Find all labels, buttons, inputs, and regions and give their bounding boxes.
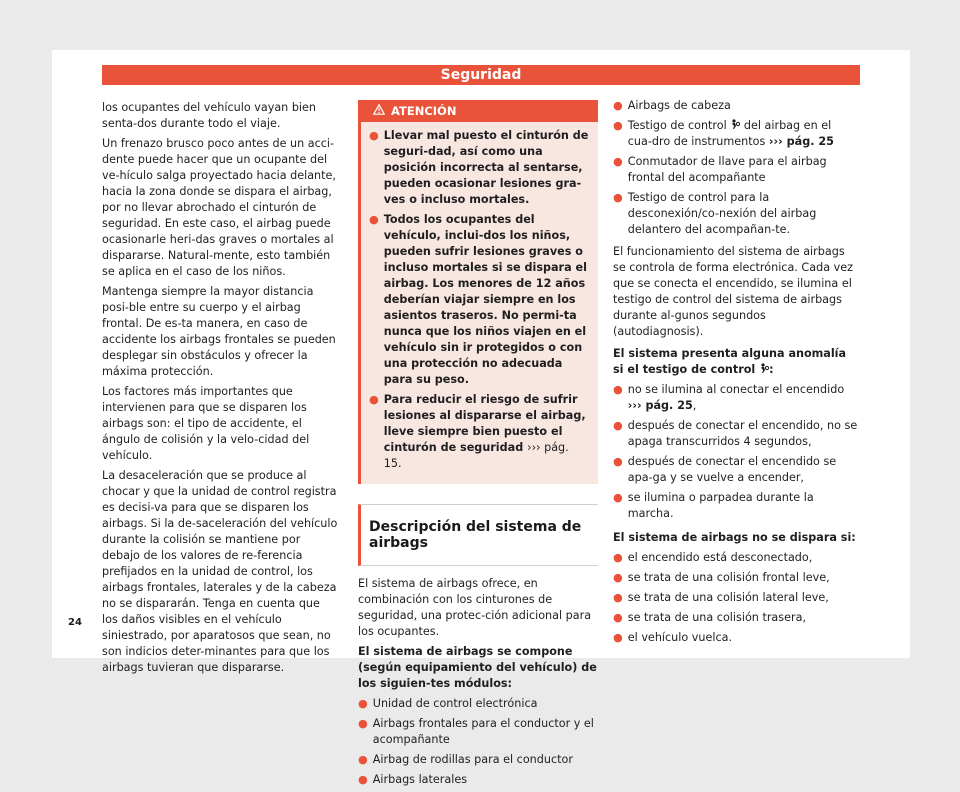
column-3 — [613, 98, 858, 650]
airbag-warning-icon — [759, 363, 769, 374]
page-reference-link[interactable]: ››› pág. 25 — [768, 135, 834, 148]
paragraph: los ocupantes del vehículo vayan bien senta-dos durante todo el viaje. — [102, 101, 317, 130]
list-item: ● Unidad de control electrónica — [358, 697, 538, 710]
warning-item: ● Llevar mal puesto el cinturón de seguri-dad, así como una posición incorrecta al sentarse, pueden ocasionar lesiones gra-ves o incluso mortales. — [369, 129, 589, 206]
list-item: ● Testigo de control del airbag en el cua-dro de instrumentos ››› pág. 25 — [613, 119, 834, 148]
section-title: Descripción del sistema de airbags — [358, 504, 598, 566]
column-2 — [358, 100, 598, 792]
paragraph: El funcionamiento del sistema de airbags se controla de forma electrónica. Cada vez que se conecta el encendido, se ilumina el testigo de control del sistema de airbags durante al-gunos segundos (autodiagnosis). — [613, 245, 853, 338]
paragraph: Un frenazo brusco poco antes de un acci-dente puede hacer que un ocupante del ve-hículo salga proyectado hacia delante, hacia la zona donde se dispara el airbag, por no llevar abrochado el cinturón de seguridad. En este caso, el airbag puede ocasionarle heri-das graves o mortales al dispararse. Natural-mente, esto también se aplica en el caso de los niños. — [102, 137, 336, 278]
list-item: ● el encendido está desconectado, — [613, 551, 813, 564]
paragraph: Mantenga siempre la mayor distancia posi-ble entre su cuerpo y el airbag frontal. De es-ta manera, en caso de accidente los airbags frontales se pueden desplegar sin obstáculos y ofrecer la máxima protección. — [102, 285, 336, 378]
paragraph: Los factores más importantes que intervienen para que se disparen los airbags son: el tipo de accidente, el ángulo de colisión y la velo-cidad del vehículo. — [102, 385, 310, 462]
warning-item: ● Para reducir el riesgo de sufrir lesiones al dispararse el airbag, lleve siempre bien puesto el cinturón de seguridad ››› pág. 15. — [369, 393, 586, 470]
column-1 — [102, 100, 339, 680]
page-number: 24 — [68, 617, 82, 628]
list-item: ● se trata de una colisión lateral leve, — [613, 591, 829, 604]
list-item: ● Airbag de rodillas para el conductor — [358, 753, 573, 766]
list-item: ● el vehículo vuelca. — [613, 631, 733, 644]
paragraph: El sistema de airbags ofrece, en combinación con los cinturones de seguridad, una protec-ción adicional para los ocupantes. — [358, 577, 592, 638]
list-item: ● se trata de una colisión trasera, — [613, 611, 807, 624]
page-reference-link[interactable]: ››› pág. 15. — [383, 441, 569, 470]
section-header: Seguridad — [102, 65, 860, 85]
modules-heading: El sistema de airbags se compone (según equipamiento del vehículo) de los siguien-tes módulos: — [358, 645, 597, 690]
page-reference-link[interactable]: ››› pág. 25 — [627, 399, 693, 412]
list-item: ● Airbags frontales para el conductor y el acompañante — [358, 717, 594, 746]
list-item: ● después de conectar el encendido, no se apaga transcurridos 4 segundos, — [613, 419, 858, 448]
warning-item: ● Todos los ocupantes del vehículo, inclui-dos los niños, pueden sufrir lesiones graves o incluso mortales si se dispara el airbag. Los menores de 12 años deberían viajar siempre en los asientos traseros. No permi-ta nunca que los niños viajen en el vehículo sin ir protegidos o con una protección no adecuada para su peso. — [369, 213, 587, 386]
list-item: ● se trata de una colisión frontal leve, — [613, 571, 830, 584]
list-item: ● Testigo de control para la desconexión/co-nexión del airbag delantero del acompañan-te. — [613, 191, 817, 236]
list-item: ● no se ilumina al conectar el encendido ››› pág. 25, — [613, 383, 845, 412]
paragraph: La desaceleración que se produce al chocar y que la unidad de control registra es decisi-va para que se disparen los airbags. Si la de-saceleración del vehículo durante la colisión se mantiene por debajo de los valores de re-ferencia prefijados en la unidad de control, los airbags frontales, laterales y de la cabeza no se dispararán. Tenga en cuenta que los daños visibles en el vehículo siniestrado, por aparatosos que sean, no son indicios deter-minantes para que los airbags tuvieran que dispararse. — [102, 469, 338, 674]
warning-title: ATENCIÓN — [391, 104, 457, 118]
warning-box — [358, 100, 598, 484]
anomaly-heading: El sistema presenta alguna anomalía si el testigo de control : — [613, 347, 847, 376]
warning-triangle-icon — [373, 100, 385, 122]
list-item: ● Airbags de cabeza — [613, 99, 731, 112]
warning-header — [361, 100, 598, 122]
airbag-warning-icon — [730, 119, 740, 130]
no-deploy-heading: El sistema de airbags no se dispara si: — [613, 531, 856, 544]
list-item: ● después de conectar el encendido se apa-ga y se vuelve a encender, — [613, 455, 837, 484]
list-item: ● Conmutador de llave para el airbag frontal del acompañante — [613, 155, 827, 184]
list-item: ● se ilumina o parpadea durante la marcha. — [613, 491, 814, 520]
list-item: ● Airbags laterales — [358, 773, 468, 786]
